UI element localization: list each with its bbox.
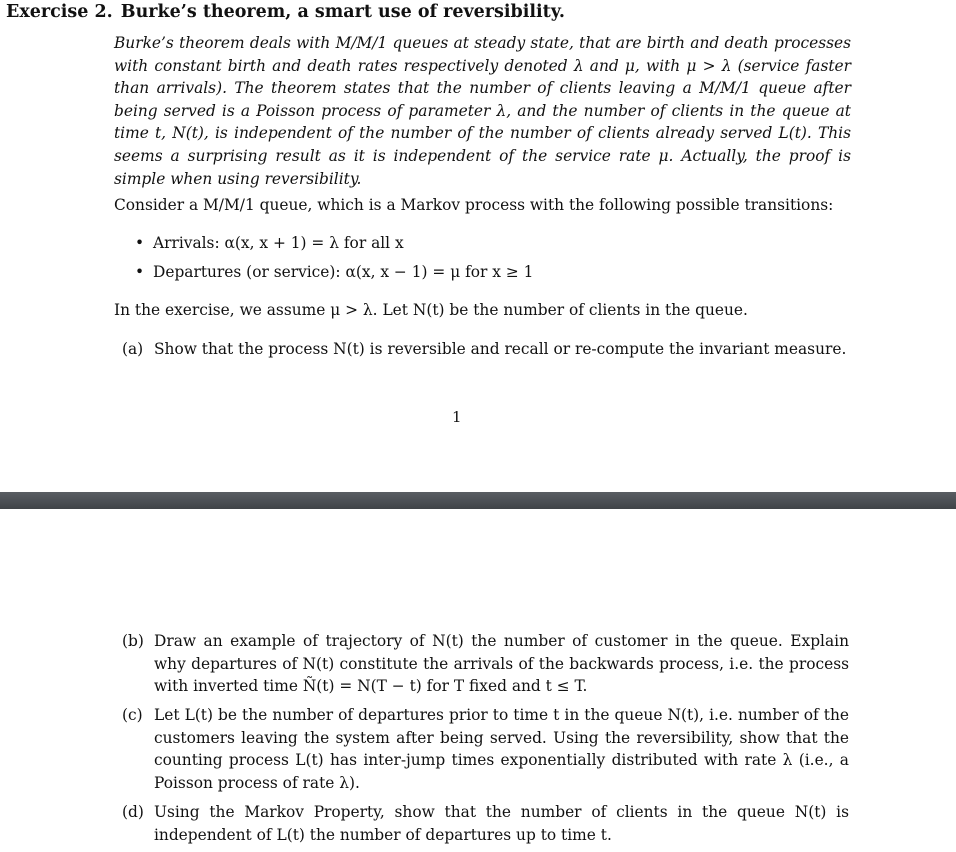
bullet-dot-icon: • — [135, 263, 145, 281]
bullet-text: Arrivals: α(x, x + 1) = λ for all x — [153, 234, 404, 252]
exercise-heading: Burke’s theorem, a smart use of reversibility. — [120, 2, 566, 22]
bullet-item-departures — [135, 263, 533, 281]
intro-paragraph: Burke’s theorem deals with M/M/1 queues at steady state, that are birth and death processes with constant birth and death rates respectively denoted λ and μ, with μ > λ (service faster than arrivals). The theorem states that the number of clients leaving a M/M/1 queue after being served is a Poisson process of parameter λ, and the number of clients in the queue at time t, N(t), is independent of the number of the number of clients already served L(t). This seems a surprising result as it is independent of the service rate μ. Actually, the proof is simple when using reversibility. — [114, 34, 851, 188]
question-label: (b) — [122, 632, 144, 650]
question-label: (c) — [122, 706, 143, 724]
question-label: (a) — [122, 340, 144, 358]
question-text: Show that the process N(t) is reversible and recall or re-compute the invariant measure. — [154, 340, 847, 358]
page-2 — [0, 509, 956, 852]
page-number: 1 — [452, 408, 462, 426]
question-text: Let L(t) be the number of departures prior to time t in the queue N(t), i.e. number of the customers leaving the system after being served. Using the reversibility, show that the counting process L(t) has inter-jump times exponentially distributed with rate λ (i.e., a Poisson process of rate λ). — [154, 706, 849, 792]
bullet-dot-icon: • — [135, 234, 145, 252]
bullet-item-arrivals — [135, 234, 404, 252]
question-text: Using the Markov Property, show that the number of clients in the queue N(t) is independent of L(t) the number of departures up to time t. — [154, 803, 849, 844]
page-separator — [0, 492, 956, 509]
question-label: (d) — [122, 803, 144, 821]
bullet-text: Departures (or service): α(x, x − 1) = μ for x ≥ 1 — [153, 263, 534, 281]
exercise-number: Exercise 2. — [6, 2, 113, 22]
question-text: Draw an example of trajectory of N(t) the number of customer in the queue. Explain why departures of N(t) constitute the arrivals of the backwards process, i.e. the process with inverted time Ñ(t) = N(T − t) for T fixed and t ≤ T. — [154, 632, 849, 696]
consider-text: Consider a M/M/1 queue, which is a Markov process with the following possible transitions: — [114, 196, 834, 214]
exercise-title — [6, 2, 565, 22]
assumption-text: In the exercise, we assume μ > λ. Let N(t) be the number of clients in the queue. — [114, 301, 748, 319]
